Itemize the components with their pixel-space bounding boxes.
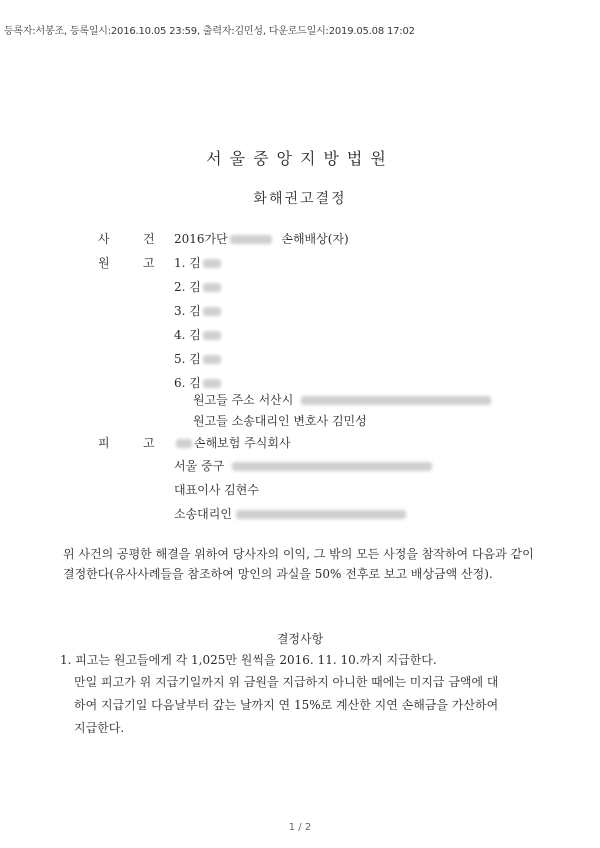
decision-line: 지급한다. (74, 721, 125, 735)
plaintiff-name: 2. 김 (174, 278, 223, 295)
plaintiff-name: 5. 김 (174, 350, 223, 367)
defendant-company: 손해보험 주식회사 (174, 434, 291, 451)
decision-line: 하여 지급기일 다음날부터 갚는 날까지 연 15%로 계산한 지연 손해금을 가산하여 (74, 698, 499, 712)
case-type: 손해배상(자) (281, 232, 349, 246)
plaintiff-address: 원고들 주소 서산시 (193, 391, 493, 408)
defendant-counsel: 소송대리인 (174, 505, 408, 522)
defendant-label-1: 피 (98, 436, 110, 450)
decision-preamble: 위 사건의 공평한 해결을 위하여 당사자의 이익, 그 밖의 모든 사정을 참작하여 다음과 같이 결정한다(유사사례들을 참조하여 망인의 과실을 50% 전후로 보고 배상금액 산정). (63, 547, 534, 581)
plaintiff-label-2: 고 (143, 256, 155, 270)
plaintiff-name: 6. 김 (174, 374, 223, 391)
page-number: 1 / 2 (288, 822, 312, 833)
defendant-ceo: 대표이사 김현수 (174, 483, 259, 497)
defendant-label-2: 고 (143, 436, 155, 450)
defendant-address: 서울 중구 (174, 457, 434, 474)
decision-item-1: 1. 피고는 원고들에게 각 1,025만 원씩을 2016. 11. 10.까지 지급한다. (60, 653, 437, 667)
decision-line: 만일 피고가 위 지급기일까지 위 금원을 지급하지 아니한 때에는 미지급 금액에 대 (74, 675, 499, 689)
case-number (174, 230, 349, 247)
plaintiff-label-1: 원 (98, 256, 110, 270)
plaintiff-name: 3. 김 (174, 302, 223, 319)
print-header: 등록자:서봉조, 등록일시:2016.10.05 23:59, 출력자:김민성, 다운로드일시:2019.05.08 17:02 (4, 26, 415, 37)
plaintiff-name: 4. 김 (174, 326, 223, 343)
document-title: 화해권고결정 (253, 191, 347, 207)
case-label-2: 건 (143, 232, 155, 246)
plaintiff-counsel: 원고들 소송대리인 변호사 김민성 (193, 414, 367, 428)
plaintiff-name: 1. 김 (174, 254, 223, 271)
case-label-1: 사 (98, 232, 110, 246)
redaction (230, 235, 272, 244)
case-prefix: 2016가단 (174, 232, 228, 246)
decision-heading: 결정사항 (276, 632, 324, 646)
court-name: 서울중앙지방법원 (206, 149, 394, 168)
